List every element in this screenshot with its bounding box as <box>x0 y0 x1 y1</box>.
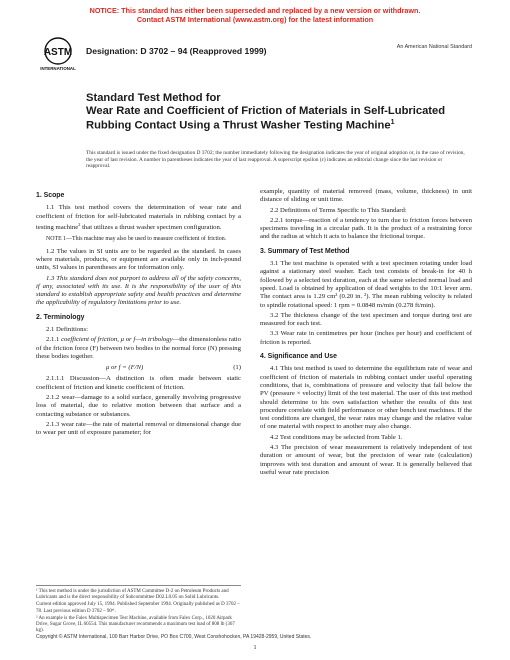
paragraph-2-1-1: 2.1.1 coefficient of friction, μ or f—in tribology—the dimensionless ratio of the friction force (F) between two bodies to the normal force (N) pressing these bodies together. <box>36 336 241 360</box>
paragraph-1-2: 1.2 The values in SI units are to be regarded as the standard. In cases where materials, products, or equipment are available only in inch-pound units, SI values in parentheses are for information only. <box>36 247 241 272</box>
notice-line-1: NOTICE: This standard has either been superseded and replaced by a new version or withdrawn. <box>89 6 421 15</box>
paragraph-continued: example, quantity of material removed (mass, volume, thickness) in unit distance of sliding or unit time. <box>260 188 472 204</box>
paragraph-3-2: 3.2 The thickness change of the test specimen and torque during test are measured for each test. <box>260 311 472 328</box>
paragraph-2-1: 2.1 Definitions: <box>46 326 88 333</box>
paragraph-4-1: 4.1 This test method is used to determine the equilibrium rate of wear and coefficient of friction of materials in rubbing contact under useful operating conditions, that is, combinations of pressure and velocity that fall below the PV (pressure × velocity) limit of the test material. The user of this test method should determine to his own satisfaction whether the results of this test procedure correlate with field performance or other bench test machines. If the test conditions are changed, the wear rates may change and the relative value of one material with respect to another may also change. <box>260 365 472 431</box>
title-main: Wear Rate and Coefficient of Friction of Materials in Self-Lubricated Rubbing Contact Using a Thrust Washer Testing Machine <box>86 104 446 132</box>
section-heading-summary: 3. Summary of Test Method <box>260 247 350 255</box>
svg-text:ASTM: ASTM <box>43 47 73 58</box>
section-heading-significance: 4. Significance and Use <box>260 353 337 361</box>
equation-number: (1) <box>233 364 241 372</box>
left-column <box>36 186 241 440</box>
section-heading-terminology: 2. Terminology <box>36 313 85 321</box>
designation: Designation: D 3702 – 94 (Reapproved 1999) <box>86 46 267 56</box>
svg-text:INTERNATIONAL: INTERNATIONAL <box>40 66 76 71</box>
paragraph-1-3: 1.3 This standard does not purport to address all of the safety concerns, if any, associated with its use. It is the responsibility of the user of this standard to establish appropriate safety and health practices and determine the applicability of regulatory limitations prior to use. <box>36 274 241 307</box>
paragraph-4-2: 4.2 Test conditions may be selected from Table 1. <box>270 433 403 441</box>
paragraph-3-3: 3.3 Wear rate in centimetres per hour (inches per hour) and coefficient of friction is reported. <box>260 330 472 346</box>
footnote-2: ² An example is the Falex Multispecimen Test Machine, available from Falex Corp., 1020 Airpark Drive, Sugar Grove, IL 60554. This manufacturer recommends a maximum test load of 808 lb (367 kg). <box>36 615 235 634</box>
note-1: NOTE 1—This machine may also be used to measure coefficient of friction. <box>46 236 227 243</box>
footnote-1-edition: Current edition approved July 15, 1994. Published September 1994. Originally published as D 3702 – 78. Last previous edition D 3702 – 90ᵉ¹. <box>36 602 240 614</box>
copyright: Copyright © ASTM International, 100 Barr Harbor Drive, PO Box C700, West Conshohocken, PA 19428-2959, United States. <box>36 634 312 640</box>
title-footnote-mark: 1 <box>390 119 395 127</box>
astm-logo-icon <box>40 36 76 72</box>
paragraph-4-3: 4.3 The precision of wear measurement is relatively independent of test duration or amount of wear, but the precision of wear rate (calculation) improves with test duration and amount of wear. It is generally believed that useful wear rate precision <box>260 444 472 476</box>
issuance-note: This standard is issued under the fixed designation D 3702; the number immediately following the designation indicates the year of original adoption or, in the case of revision, the year of last revision. A number in parentheses indicates the year of last reapproval. A superscript epsilon (ε) indicates an editorial change since the last revision or reapproval. <box>86 150 465 170</box>
paragraph-3-1: 3.1 The test machine is operated with a test specimen rotating under load against a stationary steel washer. Each test consists of break-in for 40 h followed by a selected test duration, each at the same selected normal load and speed. Load is obtained by application of dead weights to the 10:1 lever arm. The contact area is 1.29 cm² (0.20 in. ²). The mean rubbing velocity is related to spindle rotational speed: 1 rpm = 0.0848 m/min (0.278 ft/min). <box>260 260 472 309</box>
withdrawal-notice <box>0 6 510 24</box>
right-column <box>260 188 472 479</box>
footnote-1: ¹ This test method is under the jurisdiction of ASTM Committee D-2 on Petroleum Products and Lubricants and is the direct responsibility of Subcommittee D02.L0.05 on Solid Lubricants. <box>36 589 229 601</box>
section-heading-scope: 1. Scope <box>36 192 65 199</box>
page-number: 1 <box>253 645 257 651</box>
notice-line-2: Contact ASTM International (www.astm.org) for the latest information <box>136 15 374 24</box>
paragraph-2-2-1: 2.2.1 torque—reaction of a tendency to turn due to friction forces between specimens traveling in a circular path. It is the product of a restraining force and the radius at which it acts to balance the frictional torque. <box>260 216 472 241</box>
paragraph-2-2: 2.2 Definitions of Terms Specific to This Standard: <box>270 206 407 214</box>
equation-expression: μ or f = (F/N) <box>106 364 144 372</box>
equation-1 <box>36 364 241 372</box>
paragraph-2-1-1-1: 2.1.1.1 Discussion—A distinction is often made between static coefficient of friction and kinetic coefficient of friction. <box>36 375 241 391</box>
title-line-1: Standard Test Method for <box>86 92 221 104</box>
paragraph-2-1-3: 2.1.3 wear rate—the rate of material removal or dimensional change due to wear per unit of exposure parameter; for <box>36 420 241 437</box>
paragraph-2-1-2: 2.1.2 wear—damage to a solid surface, generally involving progressive loss of material, due to relative motion between that surface and a contacting substance or substances. <box>36 394 241 418</box>
paragraph-1-1: 1.1 This test method covers the determination of wear rate and coefficient of friction for self-lubricated materials in rubbing contact by a testing machine$^2$ that utilizes a thrust washer specimen configuration. <box>36 204 241 232</box>
footnotes <box>36 585 241 635</box>
american-national-standard-label: An American National Standard <box>396 44 472 50</box>
document-title <box>86 92 446 133</box>
